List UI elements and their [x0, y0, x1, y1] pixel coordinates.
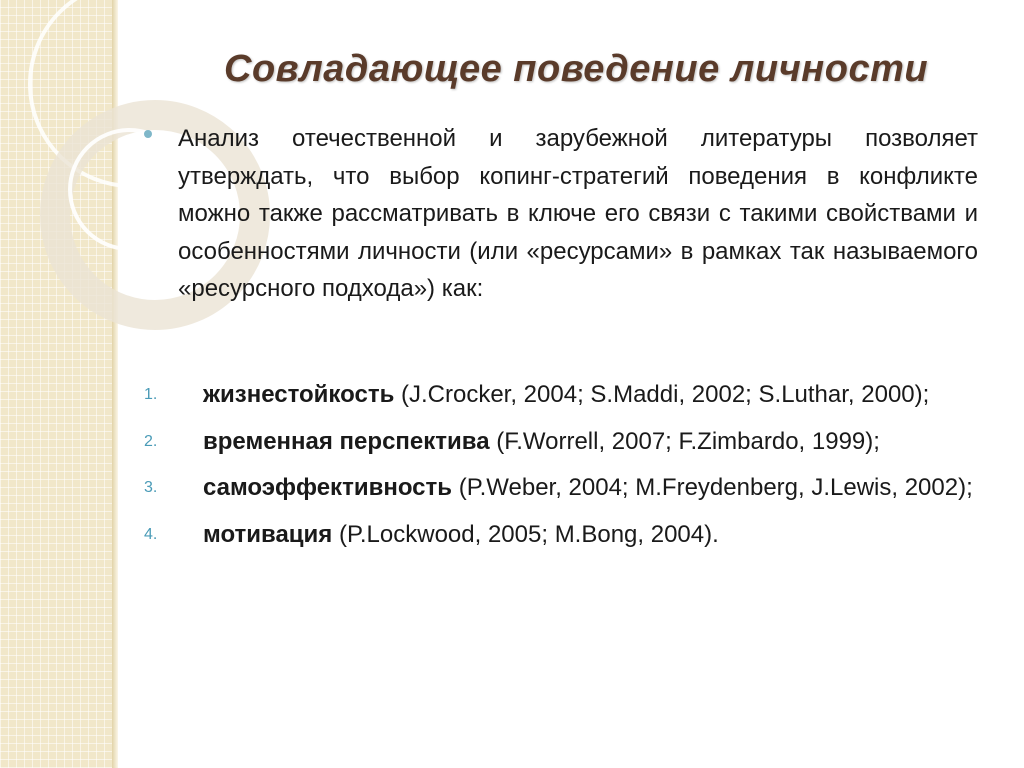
list-number: 1.: [144, 386, 158, 403]
list-item-body: [203, 376, 978, 414]
bullet-dot-icon: [144, 130, 152, 138]
item-term: самоэффективность: [203, 474, 453, 501]
list-item: [144, 469, 978, 507]
item-refs: (F.Worrell, 2007; F.Zimbardo, 1999);: [489, 427, 880, 455]
list-item: [144, 423, 978, 461]
list-number: 3.: [144, 479, 158, 496]
item-refs: (J.Crocker, 2004; S.Maddi, 2002; S.Luthar, 2000);: [394, 381, 930, 408]
intro-paragraph: [144, 120, 978, 308]
item-refs: (P.Weber, 2004; M.Freydenberg, J.Lewis, 2002);: [452, 474, 973, 501]
list-item-body: [203, 423, 978, 461]
list-number: 4.: [144, 525, 158, 543]
list-number: 2.: [144, 432, 158, 450]
intro-text: Анализ отечественной и зарубежной литературы позволяет утверждать, что выбор копинг-стратегий поведения в конфликте можно также рассматривать в ключе его связи с такими свойствами и особенностями личности (или «ресурсами» в рамках так называемого «ресурсного подхода») как:: [178, 125, 978, 302]
list-item: [144, 516, 978, 554]
item-refs: (P.Lockwood, 2005; M.Bong, 2004).: [332, 520, 719, 548]
item-term: мотивация: [203, 520, 333, 548]
item-term: жизнестойкость: [203, 381, 395, 408]
list-item: [144, 376, 978, 414]
list-item-body: [203, 469, 978, 507]
resource-list: [144, 376, 978, 562]
slide-title: Совладающее поведение личности: [224, 48, 929, 90]
list-item-body: [203, 516, 978, 554]
item-term: временная перспектива: [203, 427, 490, 455]
